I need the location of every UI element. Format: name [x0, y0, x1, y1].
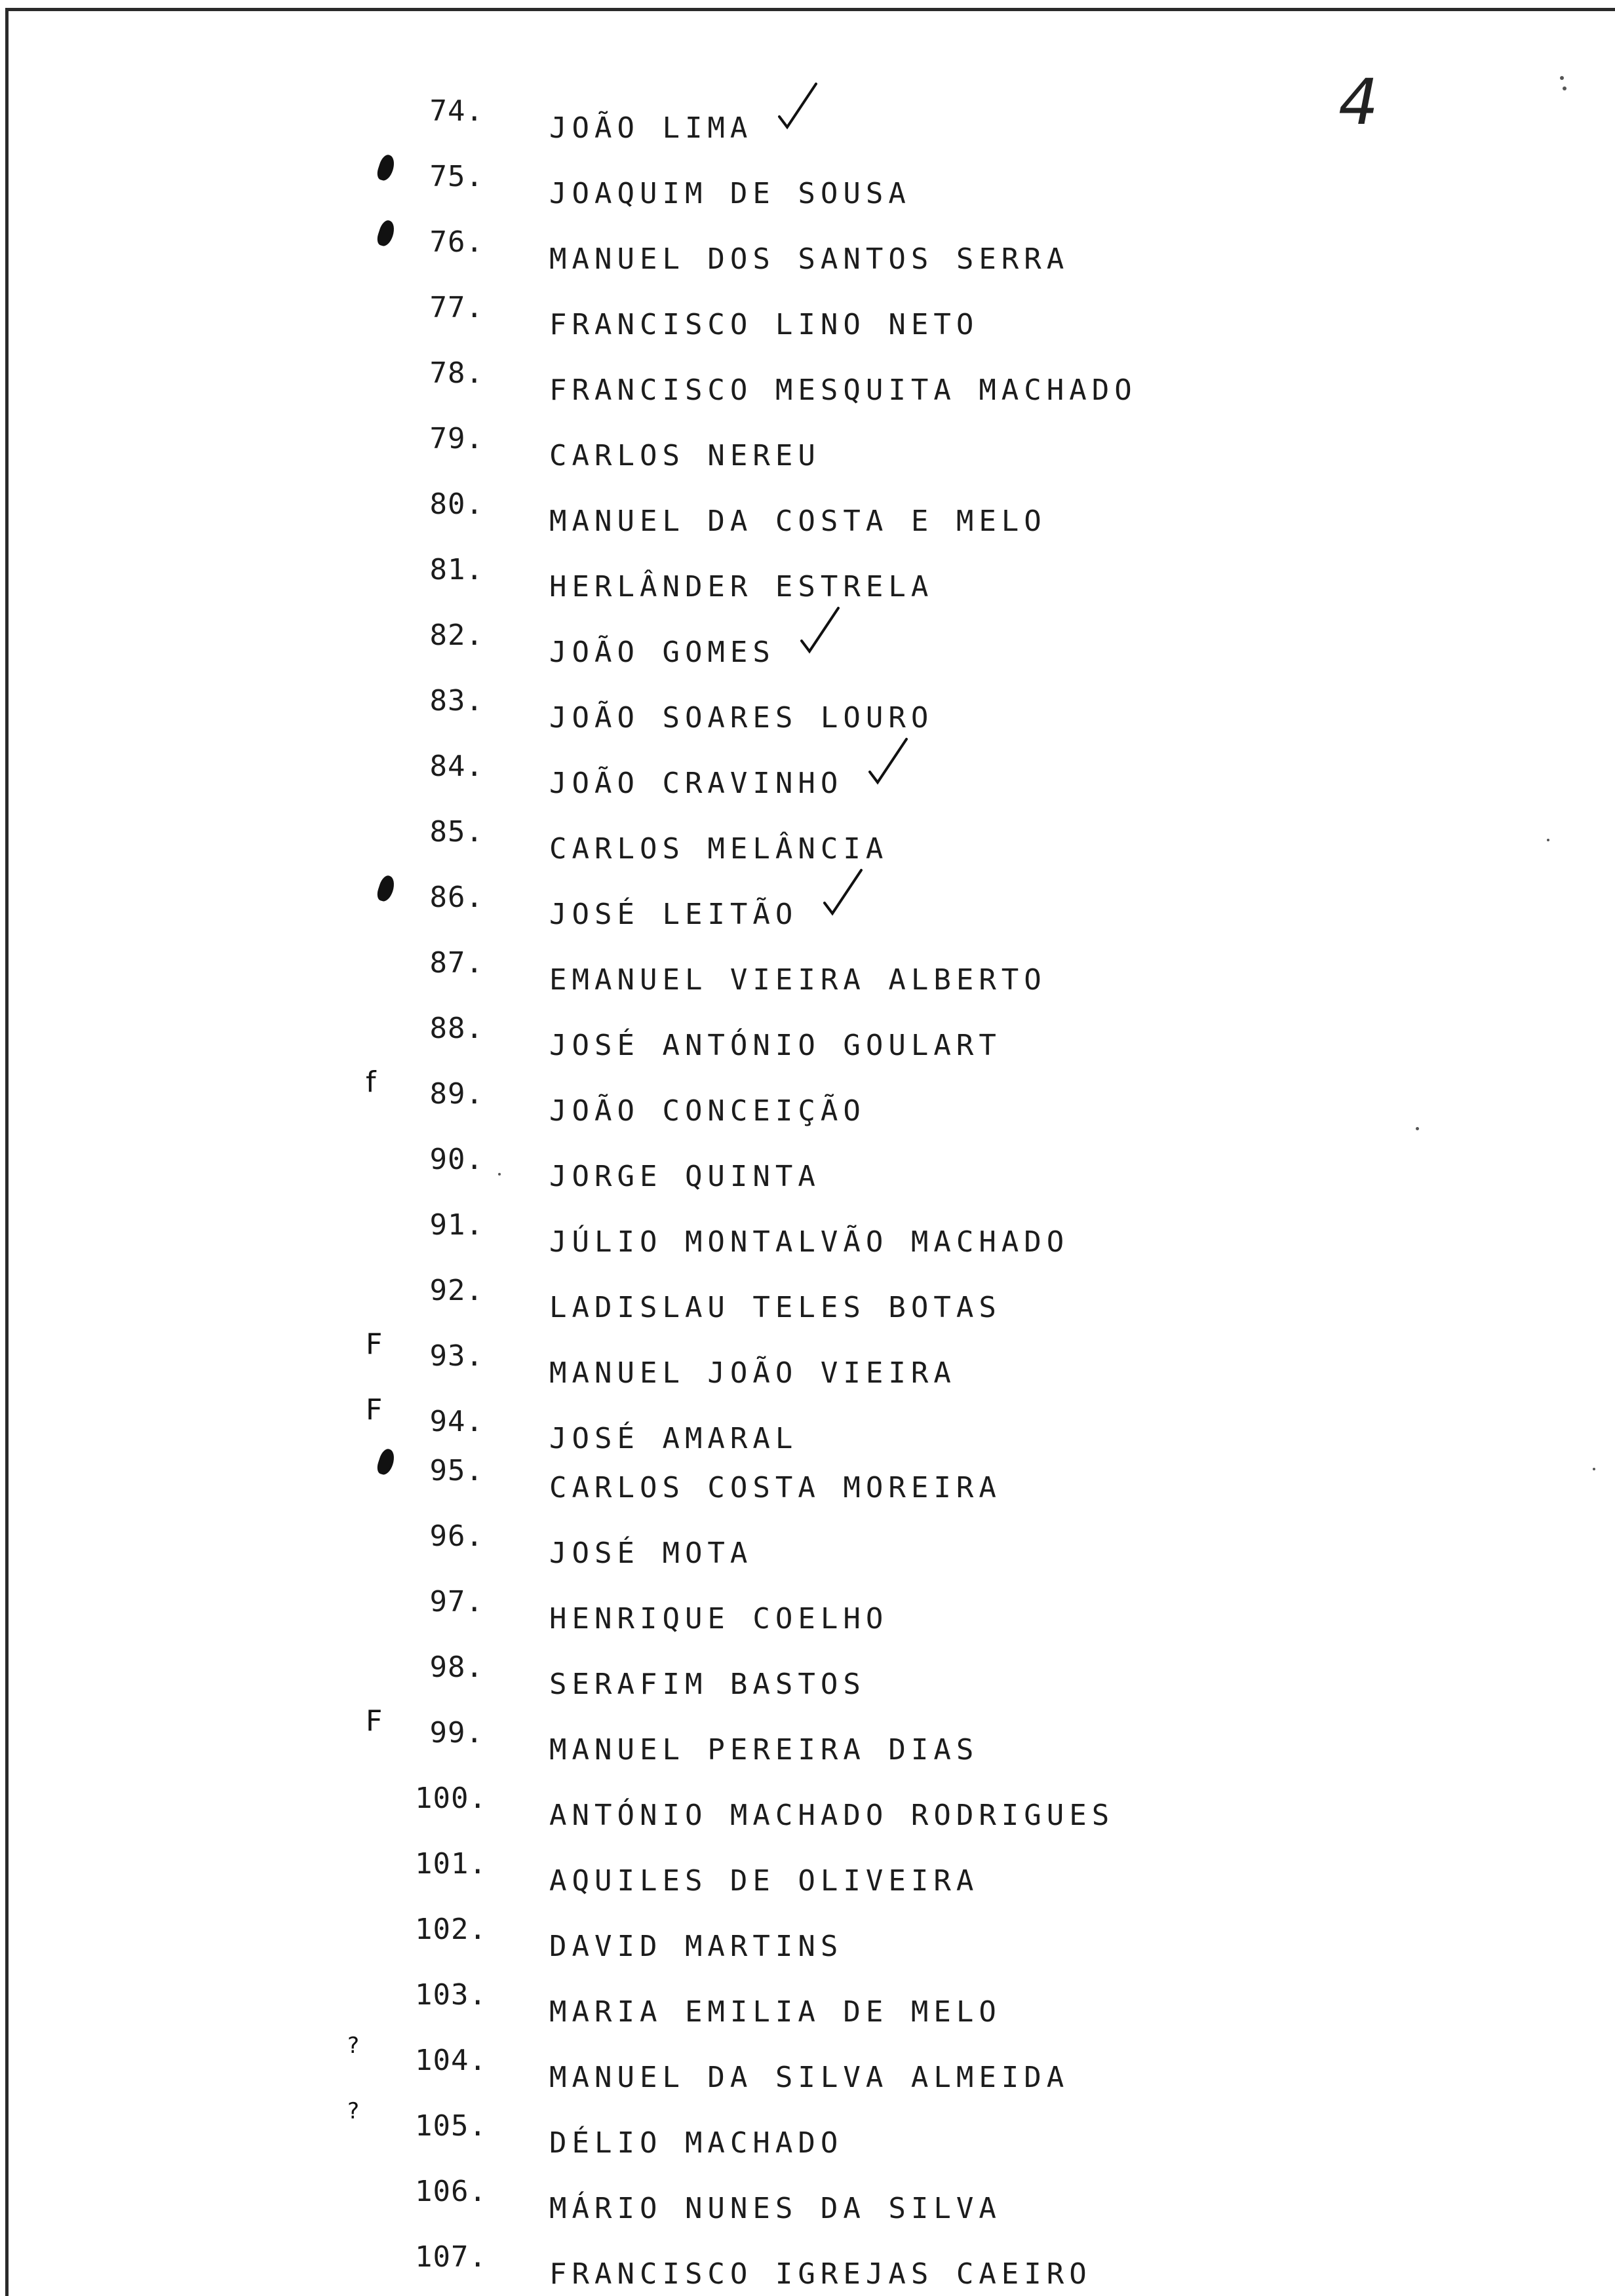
entry-number: 92. [429, 1274, 484, 1307]
entry-number: 87. [429, 946, 484, 980]
entry-name: MANUEL JOÃO VIEIRA [549, 1356, 956, 1390]
entry-number: 76. [429, 225, 484, 259]
list-item [0, 1451, 1615, 1504]
list-item [0, 944, 1615, 997]
entry-name: CARLOS MELÂNCIA [549, 832, 889, 866]
entry-name: FRANCISCO MESQUITA MACHADO [549, 373, 1137, 407]
entry-name: MANUEL PEREIRA DIAS [549, 1733, 979, 1767]
margin-mark: F [366, 1393, 383, 1426]
checkmark-icon [773, 79, 825, 131]
list-item [0, 681, 1615, 735]
entry-number: 84. [429, 750, 484, 783]
entry-name: HERLÂNDER ESTRELA [549, 570, 934, 603]
list-item [0, 1393, 1615, 1455]
entry-name: HENRIQUE COELHO [549, 1602, 889, 1636]
checkmark-icon [795, 603, 847, 655]
page-number: 4 [1338, 66, 1379, 139]
entry-number: 97. [429, 1585, 484, 1618]
entry-name: DAVID MARTINS [549, 1930, 844, 1963]
list-item [0, 485, 1615, 538]
entry-number: 88. [429, 1012, 484, 1045]
ink-blot-mark [375, 219, 397, 248]
entry-name: MARIA EMILIA DE MELO [549, 1995, 1002, 2029]
scan-speck [1416, 1127, 1419, 1130]
entry-number: 90. [429, 1143, 484, 1176]
list-item [0, 2238, 1615, 2291]
entry-number: 98. [429, 1651, 484, 1684]
entry-number: 101. [415, 1847, 487, 1881]
entry-number: 86. [429, 881, 484, 914]
scan-speck [1563, 86, 1566, 90]
entry-number: 83. [429, 684, 484, 718]
list-item [0, 1704, 1615, 1767]
list-item [0, 288, 1615, 341]
scan-speck [498, 1173, 501, 1176]
entry-number: 77. [429, 291, 484, 324]
list-item [0, 1206, 1615, 1259]
entry-number: 100. [415, 1782, 487, 1815]
entry-number: 89. [429, 1077, 484, 1111]
entry-number: 75. [429, 160, 484, 193]
entry-name: JOSÉ AMARAL [549, 1422, 798, 1455]
entry-name: JOÃO CONCEIÇÃO [549, 1094, 866, 1128]
ink-blot-mark [375, 1447, 397, 1477]
list-item [0, 223, 1615, 276]
list-item [0, 1328, 1615, 1390]
scan-speck [1547, 839, 1549, 841]
entry-number: 79. [429, 422, 484, 455]
entry-number: 81. [429, 553, 484, 586]
entry-number: 96. [429, 1520, 484, 1553]
list-item [0, 354, 1615, 407]
list-item [0, 1648, 1615, 1701]
entry-name: JOÃO LIMA [549, 111, 753, 145]
margin-mark: F [366, 1328, 383, 1361]
entry-number: 105. [415, 2109, 487, 2143]
entry-name: JOSÉ MOTA [549, 1537, 753, 1570]
entry-name: JOÃO SOARES LOURO [549, 701, 934, 735]
list-item [0, 1779, 1615, 1832]
entry-name: FRANCISCO LINO NETO [549, 308, 979, 341]
entry-number: 74. [429, 94, 484, 128]
entry-name: MANUEL DOS SANTOS SERRA [549, 242, 1070, 276]
entry-name: FRANCISCO IGREJAS CAEIRO [549, 2257, 1092, 2291]
entry-name: EMANUEL VIEIRA ALBERTO [549, 963, 1047, 997]
entry-number: 80. [429, 488, 484, 521]
entry-name: JOAQUIM DE SOUSA [549, 177, 911, 210]
list-item [0, 550, 1615, 603]
entry-number: 78. [429, 356, 484, 390]
entry-name: JOÃO GOMES [549, 636, 775, 669]
entry-name: CARLOS NEREU [549, 439, 821, 472]
list-item [0, 616, 1615, 669]
list-item [0, 92, 1615, 145]
list-item [0, 1065, 1615, 1128]
entry-name: JOSÉ ANTÓNIO GOULART [549, 1029, 1002, 1062]
entry-number: 107. [415, 2240, 487, 2274]
checkmark-icon [863, 734, 916, 786]
margin-mark: ? [347, 2033, 360, 2059]
entry-number: 91. [429, 1208, 484, 1242]
list-item [0, 1517, 1615, 1570]
list-item [0, 813, 1615, 866]
entry-name: JÚLIO MONTALVÃO MACHADO [549, 1225, 1070, 1259]
entry-number: 99. [429, 1716, 484, 1750]
entry-name: ANTÓNIO MACHADO RODRIGUES [549, 1799, 1115, 1832]
list-item [0, 878, 1615, 931]
entry-name: JOÃO CRAVINHO [549, 767, 844, 800]
checkmark-icon [818, 865, 870, 917]
list-item [0, 2172, 1615, 2225]
list-item [0, 1582, 1615, 1636]
ink-blot-mark [375, 874, 397, 904]
entry-name: MANUEL DA SILVA ALMEIDA [549, 2061, 1070, 2094]
list-item [0, 1845, 1615, 1898]
list-item [0, 157, 1615, 210]
list-item [0, 1009, 1615, 1062]
entry-name: AQUILES DE OLIVEIRA [549, 1864, 979, 1898]
entry-number: 103. [415, 1978, 487, 2012]
scan-speck [1593, 1468, 1595, 1470]
list-item [0, 1910, 1615, 1963]
entry-name: MÁRIO NUNES DA SILVA [549, 2192, 1002, 2225]
margin-mark: F [366, 1704, 383, 1738]
list-item [0, 1976, 1615, 2029]
entry-number: 94. [429, 1405, 484, 1438]
entry-number: 95. [429, 1454, 484, 1487]
entry-name: DÉLIO MACHADO [549, 2126, 844, 2160]
entry-number: 85. [429, 815, 484, 849]
entry-number: 82. [429, 619, 484, 652]
list-item [0, 1271, 1615, 1324]
list-item [0, 419, 1615, 472]
list-item [0, 2098, 1615, 2160]
list-item [0, 2033, 1615, 2094]
scan-speck [1560, 76, 1564, 80]
entry-name: JOSÉ LEITÃO [549, 898, 798, 931]
ink-blot-mark [375, 153, 397, 183]
margin-mark: ? [347, 2098, 360, 2124]
entry-number: 106. [415, 2175, 487, 2208]
entry-name: MANUEL DA COSTA E MELO [549, 505, 1047, 538]
entry-name: CARLOS COSTA MOREIRA [549, 1471, 1002, 1504]
margin-mark: f [366, 1065, 376, 1099]
entry-number: 102. [415, 1913, 487, 1946]
entry-name: JORGE QUINTA [549, 1160, 821, 1193]
entry-number: 93. [429, 1339, 484, 1373]
entry-number: 104. [415, 2044, 487, 2077]
list-item [0, 1140, 1615, 1193]
entry-name: LADISLAU TELES BOTAS [549, 1291, 1002, 1324]
list-item [0, 747, 1615, 800]
entry-name: SERAFIM BASTOS [549, 1668, 866, 1701]
